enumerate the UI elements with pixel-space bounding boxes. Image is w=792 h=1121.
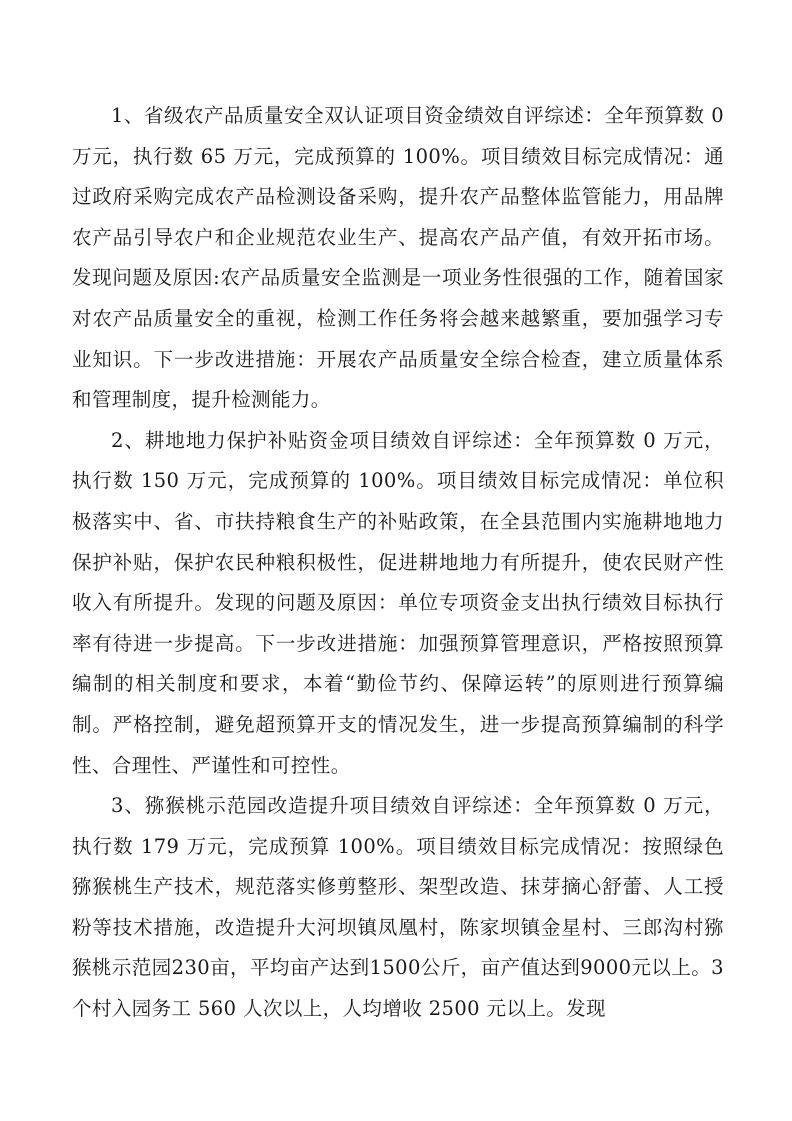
document-body <box>72 96 724 1030</box>
paragraph-2: 2、耕地地力保护补贴资金项目绩效自评综述：全年预算数 0 万元，执行数 150 万元，完成预算的 100%。项目绩效目标完成情况：单位积极落实中、省、市扶持粮食生产的补贴政策，在全县范围内实施耕地地力保护补贴，保护农民种粮积极性，促进耕地地力有所提升，使农民财产性收入有所提升。发现的问题及原因：单位专项资金支出执行绩效目标执行率有待进一步提高。下一步改进措施：加强预算管理意识，严格按照预算编制的相关制度和要求，本着“勤俭节约、保障运转”的原则进行预算编制。严格控制，避免超预算开支的情况发生，进一步提高预算编制的科学性、合理性、严谨性和可控性。 <box>72 428 724 777</box>
paragraph-3: 3、猕猴桃示范园改造提升项目绩效自评综述：全年预算数 0 万元，执行数 179 万元，完成预算 100%。项目绩效目标完成情况：按照绿色猕猴桃生产技术，规范落实修剪整形、架型改造、抹芽摘心舒蕾、人工授粉等技术措施，改造提升大河坝镇凤凰村，陈家坝镇金星村、三郎沟村猕猴桃示范园230亩，平均亩产达到1500公斤，亩产值达到9000元以上。3 个村入园务工 560 人次以上，人均增收 2500 元以上。发现 <box>72 794 724 1021</box>
paragraph-1: 1、省级农产品质量安全双认证项目资金绩效自评综述：全年预算数 0 万元，执行数 65 万元，完成预算的 100%。项目绩效目标完成情况：通过政府采购完成农产品检测设备采购，提升农产品整体监管能力，用品牌农产品引导农户和企业规范农业生产、提高农产品产值，有效开拓市场。发现问题及原因:农产品质量安全监测是一项业务性很强的工作，随着国家对农产品质量安全的重视，检测工作任务将会越来越繁重，要加强学习专业知识。下一步改进措施：开展农产品质量安全综合检查，建立质量体系和管理制度，提升检测能力。 <box>72 104 724 412</box>
